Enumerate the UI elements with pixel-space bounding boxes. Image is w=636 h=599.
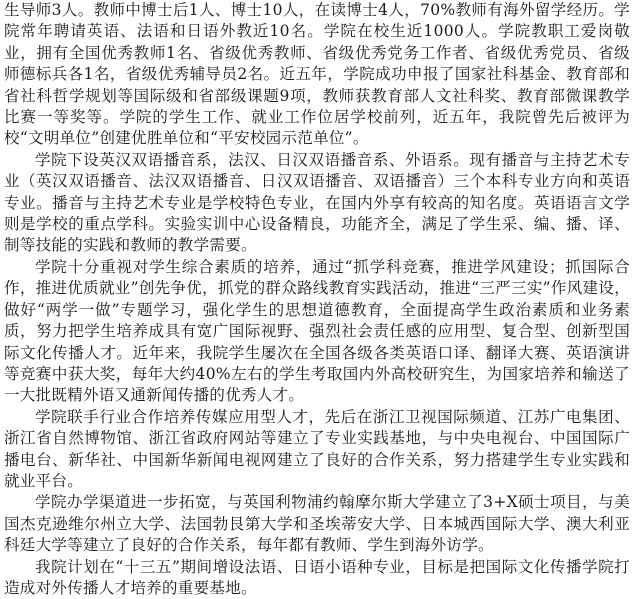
paragraph-6: 我院计划在“十三五”期间增设法语、日语小语种专业，目标是把国际文化传播学院打造成对外传播人才培养的重要基地。 — [4, 557, 630, 597]
paragraph-2: 学院下设英汉双语播音系，法汉、日汉双语播音系、外语系。现有播音与主持艺术专业（英汉双语播音、法汉双语播音、日汉双语播音、双语播音）三个本科专业方向和英语专业。播音与主持艺术专业是学校特色专业，在国内外享有较高的知名度。英语语言文学则是学校的重点学科。实验实训中心设备精良，功能齐全，满足了学生采、编、播、译、制等技能的实践和教师的教学需要。 — [4, 150, 630, 255]
paragraph-1: 生导师3人。教师中博士后1人、博士10人，在读博士4人，70%教师有海外留学经历。学院常年聘请英语、法语和日语外教近10名。学院在校生近1000人。学院教职工爱岗敬业，拥有全国优秀教师1名、省级优秀教师、省级优秀党务工作者、省级优秀党员、省级师德标兵各1名，省级优秀辅导员2名。近五年，学院成功申报了国家社科基金、教育部和省社科哲学规划等国际级和省部级课题9项，教师获教育部人文社科奖、教育部微课教学比赛一等奖等。学院的学生工作、就业工作位居学校前列，近五年，我院曾先后被评为校“文明单位”创建优胜单位和“平安校园示范单位”。 — [4, 1, 630, 148]
paragraph-4: 学院联手行业合作培养传媒应用型人才，先后在浙江卫视国际频道、江苏广电集团、浙江省自然博物馆、浙江省政府网站等建立了专业实践基地，与中央电视台、中国国际广播电台、新华社、中国新华新闻电视网建立了良好的合作关系，努力搭建学生专业实践和就业平台。 — [4, 407, 630, 490]
paragraph-5: 学院办学渠道进一步拓宽，与英国利物浦约翰摩尔斯大学建立了3+X硕士项目，与美国杰克逊维尔州立大学、法国勃艮第大学和圣埃蒂安大学、日本城西国际大学、澳大利亚科廷大学等建立了良好的合作关系，每年都有教师、学生到海外访学。 — [4, 493, 630, 555]
paragraph-3: 学院十分重视对学生综合素质的培养，通过“抓学科竞赛，推进学风建设；抓国际合作，推进优质就业”创先争优，抓党的群众路线教育实践活动，推进“三严三实”作风建设，做好“两学一做”专题学习，强化学生的思想道德教育，全面提高学生政治素质和业务素质，努力把学生培养成具有宽广国际视野、强烈社会责任感的应用型、复合型、创新型国际文化传播人才。近年来，我院学生屡次在全国各级各类英语口译、翻译大赛、英语演讲等竞赛中获大奖，每年大约40%左右的学生考取国内外高校研究生，为国家培养和输送了一大批既精外语又通新闻传播的优秀人才。 — [4, 257, 630, 405]
